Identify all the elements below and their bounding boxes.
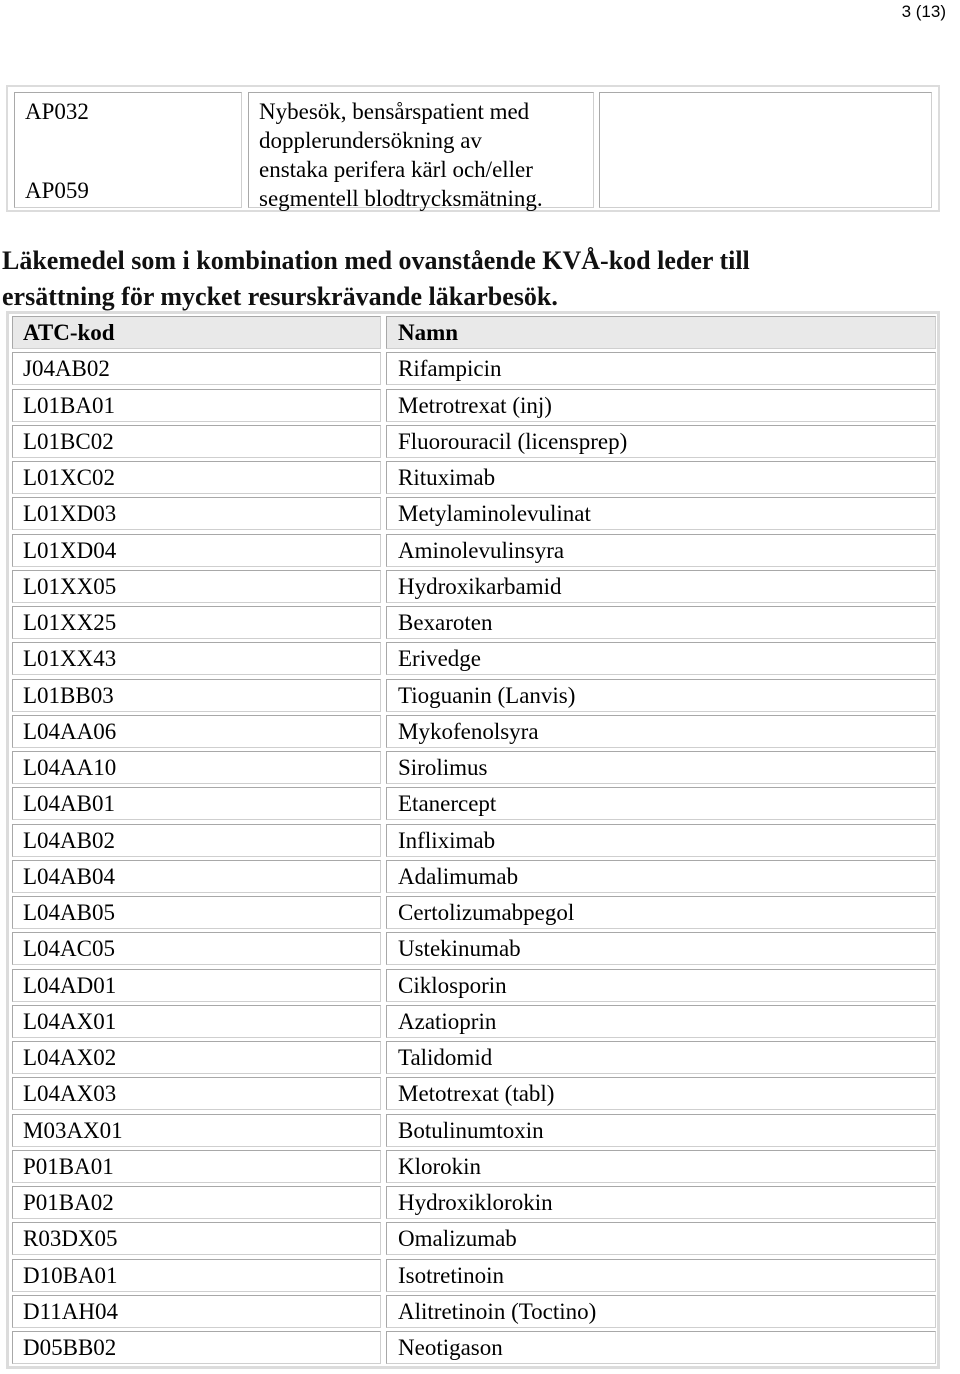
table-row bbox=[9, 896, 937, 932]
drug-name-cell: Sirolimus bbox=[386, 751, 936, 784]
description-line: enstaka perifera kärl och/eller bbox=[259, 157, 533, 182]
atc-code-cell: L04AB01 bbox=[12, 787, 381, 820]
heading-line: Läkemedel som i kombination med ovanstående KVÅ-kod leder till bbox=[2, 246, 750, 275]
atc-code-cell: R03DX05 bbox=[12, 1222, 381, 1255]
table-row bbox=[9, 679, 937, 715]
table-row bbox=[9, 534, 937, 570]
atc-code-cell: J04AB02 bbox=[12, 352, 381, 385]
atc-code-cell: P01BA02 bbox=[12, 1186, 381, 1219]
drug-name-cell: Klorokin bbox=[386, 1150, 936, 1183]
atc-code-cell: L01BA01 bbox=[12, 389, 381, 422]
drug-name-cell: Etanercept bbox=[386, 787, 936, 820]
drug-name-cell: Certolizumabpegol bbox=[386, 896, 936, 929]
atc-code-cell: L01XC02 bbox=[12, 461, 381, 494]
atc-code-cell: L04AD01 bbox=[12, 969, 381, 1002]
table-row bbox=[9, 824, 937, 860]
table-row bbox=[9, 1150, 937, 1186]
drug-name-cell: Mykofenolsyra bbox=[386, 715, 936, 748]
drug-name-cell: Rituximab bbox=[386, 461, 936, 494]
drug-name-cell: Hydroxiklorokin bbox=[386, 1186, 936, 1219]
atc-code-cell: L01BC02 bbox=[12, 425, 381, 458]
procedure-code-table bbox=[6, 85, 940, 212]
drug-name-cell: Infliximab bbox=[386, 824, 936, 857]
drug-name-cell: Neotigason bbox=[386, 1331, 936, 1364]
atc-code-cell: L04AB05 bbox=[12, 896, 381, 929]
table-row bbox=[9, 1222, 937, 1258]
heading-line: ersättning för mycket resurskrävande läkarbesök. bbox=[2, 282, 558, 311]
table-row bbox=[9, 497, 937, 533]
table-row bbox=[9, 1186, 937, 1222]
atc-code-cell: L04AX01 bbox=[12, 1005, 381, 1038]
atc-code-cell: L01XX05 bbox=[12, 570, 381, 603]
table-row bbox=[9, 932, 937, 968]
column-header-atc-code: ATC-kod bbox=[12, 316, 381, 349]
table-row bbox=[9, 860, 937, 896]
table-row bbox=[9, 1259, 937, 1295]
drug-name-cell: Isotretinoin bbox=[386, 1259, 936, 1292]
drug-name-cell: Rifampicin bbox=[386, 352, 936, 385]
atc-code-cell: D05BB02 bbox=[12, 1331, 381, 1364]
table-header-row bbox=[9, 316, 937, 352]
column-header-name: Namn bbox=[386, 316, 936, 349]
drug-name-cell: Erivedge bbox=[386, 642, 936, 675]
table-row bbox=[9, 787, 937, 823]
atc-code-cell: L04AA10 bbox=[12, 751, 381, 784]
drug-name-cell: Bexaroten bbox=[386, 606, 936, 639]
table-row bbox=[9, 425, 937, 461]
empty-cell bbox=[599, 92, 932, 208]
procedure-code: AP032 bbox=[25, 99, 89, 124]
table-row bbox=[9, 570, 937, 606]
page-number: 3 (13) bbox=[901, 2, 946, 21]
atc-code-cell: L04AC05 bbox=[12, 932, 381, 965]
atc-code-cell: L04AX03 bbox=[12, 1077, 381, 1110]
drug-name-cell: Alitretinoin (Toctino) bbox=[386, 1295, 936, 1328]
table-row bbox=[9, 642, 937, 678]
table-row bbox=[9, 1295, 937, 1331]
table-row bbox=[9, 1005, 937, 1041]
drug-name-cell: Tioguanin (Lanvis) bbox=[386, 679, 936, 712]
procedure-codes-cell bbox=[14, 92, 242, 208]
drug-name-cell: Omalizumab bbox=[386, 1222, 936, 1255]
drug-name-cell: Metotrexat (tabl) bbox=[386, 1077, 936, 1110]
drug-name-cell: Metrotrexat (inj) bbox=[386, 389, 936, 422]
atc-code-cell: D11AH04 bbox=[12, 1295, 381, 1328]
drug-name-cell: Botulinumtoxin bbox=[386, 1114, 936, 1147]
drug-name-cell: Hydroxikarbamid bbox=[386, 570, 936, 603]
drug-name-cell: Metylaminolevulinat bbox=[386, 497, 936, 530]
atc-code-cell: L04AB02 bbox=[12, 824, 381, 857]
section-heading bbox=[2, 243, 750, 315]
procedure-code: AP059 bbox=[25, 178, 89, 203]
drug-name-cell: Fluorouracil (licensprep) bbox=[386, 425, 936, 458]
table-row bbox=[9, 969, 937, 1005]
drug-name-cell: Aminolevulinsyra bbox=[386, 534, 936, 567]
table-row bbox=[9, 389, 937, 425]
atc-code-cell: D10BA01 bbox=[12, 1259, 381, 1292]
atc-code-cell: L01XX43 bbox=[12, 642, 381, 675]
drug-name-cell: Ustekinumab bbox=[386, 932, 936, 965]
atc-code-cell: L01XX25 bbox=[12, 606, 381, 639]
table-row bbox=[9, 1114, 937, 1150]
drug-name-cell: Adalimumab bbox=[386, 860, 936, 893]
atc-code-cell: L04AX02 bbox=[12, 1041, 381, 1074]
drug-name-cell: Azatioprin bbox=[386, 1005, 936, 1038]
atc-code-cell: L04AA06 bbox=[12, 715, 381, 748]
table-row bbox=[9, 461, 937, 497]
table-row bbox=[9, 715, 937, 751]
atc-code-table bbox=[6, 311, 940, 1369]
description-line: dopplerundersökning av bbox=[259, 128, 482, 153]
atc-code-cell: L01XD03 bbox=[12, 497, 381, 530]
table-row bbox=[9, 352, 937, 388]
atc-code-cell: P01BA01 bbox=[12, 1150, 381, 1183]
drug-name-cell: Talidomid bbox=[386, 1041, 936, 1074]
table-row bbox=[9, 751, 937, 787]
procedure-description-cell bbox=[248, 92, 594, 211]
description-line: Nybesök, bensårspatient med bbox=[259, 99, 530, 124]
atc-code-cell: L01BB03 bbox=[12, 679, 381, 712]
atc-code-cell: M03AX01 bbox=[12, 1114, 381, 1147]
atc-code-cell: L01XD04 bbox=[12, 534, 381, 567]
table-row bbox=[9, 1077, 937, 1113]
atc-code-cell: L04AB04 bbox=[12, 860, 381, 893]
table-row bbox=[9, 606, 937, 642]
table-row bbox=[9, 1331, 937, 1367]
drug-name-cell: Ciklosporin bbox=[386, 969, 936, 1002]
table-row bbox=[9, 1041, 937, 1077]
description-line: segmentell blodtrycksmätning. bbox=[259, 186, 543, 211]
